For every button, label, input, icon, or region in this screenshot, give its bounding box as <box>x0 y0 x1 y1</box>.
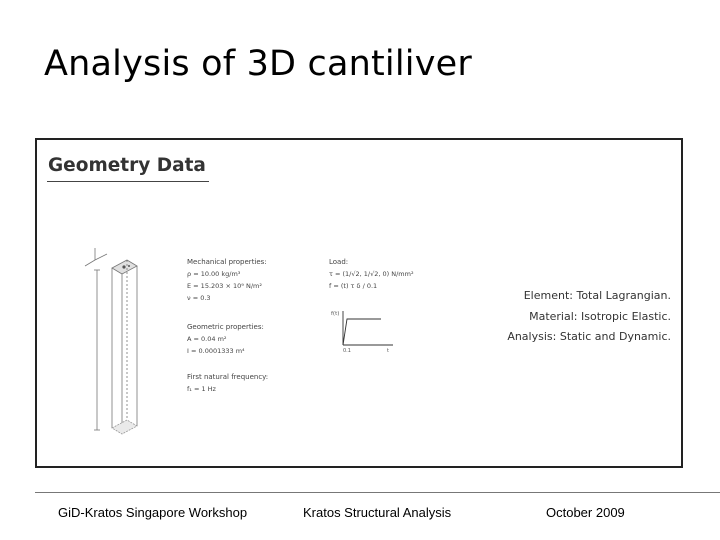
element-info <box>507 286 671 348</box>
mechanical-properties-heading: Mechanical properties: <box>187 258 267 266</box>
load-line: τ = (1/√2, 1/√2, 0) N/mm² <box>329 270 414 278</box>
figure-heading-underline <box>47 181 209 182</box>
natural-frequency-line: f₁ = 1 Hz <box>187 385 216 393</box>
graph-x-label: t <box>387 348 389 354</box>
geometric-property-line: A = 0.04 m² <box>187 335 227 343</box>
load-time-graph <box>329 305 399 355</box>
slide-title: Analysis of 3D cantiliver <box>44 44 472 84</box>
load-heading: Load: <box>329 258 349 266</box>
graph-x-tick: 0.1 <box>343 348 351 354</box>
mechanical-property-line: ρ = 10.00 kg/m³ <box>187 270 241 278</box>
geometric-properties-heading: Geometric properties: <box>187 323 264 331</box>
mechanical-property-line: ν = 0.3 <box>187 294 211 302</box>
figure-heading: Geometry Data <box>48 155 206 176</box>
natural-frequency-heading: First natural frequency: <box>187 373 269 381</box>
load-definition <box>329 258 414 290</box>
cantilever-column-sketch <box>77 240 162 460</box>
footer-center: Kratos Structural Analysis <box>303 505 452 520</box>
geometry-figure <box>35 138 683 468</box>
graph-y-label: f(t) <box>331 311 340 317</box>
element-type-line: Element: Total Lagrangian. <box>523 289 671 302</box>
mechanical-properties <box>187 258 267 302</box>
analysis-line: Analysis: Static and Dynamic. <box>507 330 671 343</box>
material-line: Material: Isotropic Elastic. <box>529 309 671 323</box>
geometric-properties <box>187 323 264 355</box>
load-line: f = (t) τ δ / 0.1 <box>329 282 378 290</box>
footer-right: October 2009 <box>546 505 625 520</box>
footer-left: GiD-Kratos Singapore Workshop <box>58 505 248 520</box>
mechanical-property-line: E = 15.203 × 10⁹ N/m² <box>187 282 262 290</box>
footer-divider <box>35 492 720 493</box>
natural-frequency <box>187 373 268 393</box>
geometric-property-line: I = 0.0001333 m⁴ <box>187 347 245 355</box>
